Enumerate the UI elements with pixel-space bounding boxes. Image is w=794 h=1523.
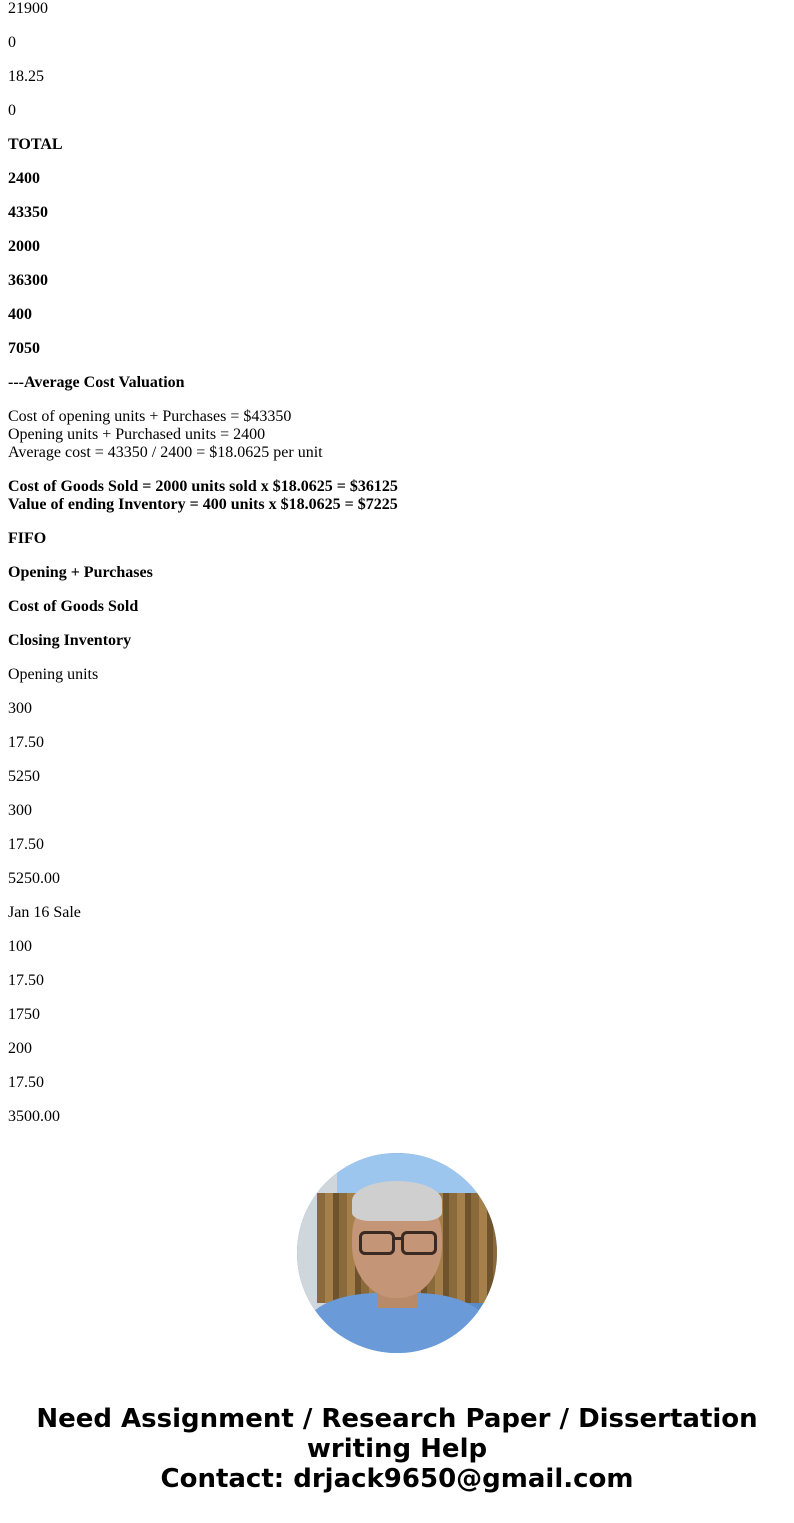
promo-line-1: Need Assignment / Research Paper / Dissertation xyxy=(36,1404,758,1434)
document-line: 1750 xyxy=(8,1006,40,1023)
promo-contact-line: Contact: drjack9650@gmail.com xyxy=(160,1464,634,1494)
document-line: Average cost = 43350 / 2400 = $18.0625 per unit xyxy=(8,444,323,461)
document-line: 18.25 xyxy=(8,68,44,85)
average-cost-calculation xyxy=(8,408,788,462)
document-line: TOTAL xyxy=(8,136,63,153)
document-line: Opening + Purchases xyxy=(8,564,153,581)
document-line: FIFO xyxy=(8,530,47,547)
document-line: 17.50 xyxy=(8,1074,44,1091)
document-line: 200 xyxy=(8,1040,32,1057)
document-line: 2400 xyxy=(8,170,40,187)
document-line: 17.50 xyxy=(8,734,44,751)
document-line: 5250.00 xyxy=(8,870,60,887)
document-line: 17.50 xyxy=(8,972,44,989)
document-line: 0 xyxy=(8,102,16,119)
document-line: Opening units xyxy=(8,666,99,683)
promo-line-2: writing Help xyxy=(306,1434,488,1464)
document-line: 21900 xyxy=(8,0,48,17)
document-line: 2000 xyxy=(8,238,40,255)
document-line: 300 xyxy=(8,802,32,819)
document-line: Closing Inventory xyxy=(8,632,132,649)
author-avatar xyxy=(297,1153,497,1353)
document-line: 17.50 xyxy=(8,836,44,853)
document-line: 43350 xyxy=(8,204,48,221)
document-lines-bottom xyxy=(8,530,788,1123)
promo-banner xyxy=(0,1404,794,1494)
average-cost-result xyxy=(8,478,788,514)
document-line: 3500.00 xyxy=(8,1108,60,1123)
document-line: Opening units + Purchased units = 2400 xyxy=(8,426,266,443)
document-line: ---Average Cost Valuation xyxy=(8,374,185,391)
document-line: 5250 xyxy=(8,768,40,785)
document-content xyxy=(8,0,788,1123)
document-line: 100 xyxy=(8,938,32,955)
document-line: Cost of Goods Sold = 2000 units sold x $18.0625 = $36125 xyxy=(8,478,398,495)
document-line: 0 xyxy=(8,34,16,51)
document-line: 400 xyxy=(8,306,32,323)
document-line: 7050 xyxy=(8,340,40,357)
document-line: Jan 16 Sale xyxy=(8,904,81,921)
document-line: 300 xyxy=(8,700,32,717)
document-line: Value of ending Inventory = 400 units x $18.0625 = $7225 xyxy=(8,496,398,513)
document-lines-top xyxy=(8,0,788,408)
document-line: Cost of Goods Sold xyxy=(8,598,139,615)
document-line: 36300 xyxy=(8,272,48,289)
document-line: Cost of opening units + Purchases = $43350 xyxy=(8,408,292,425)
